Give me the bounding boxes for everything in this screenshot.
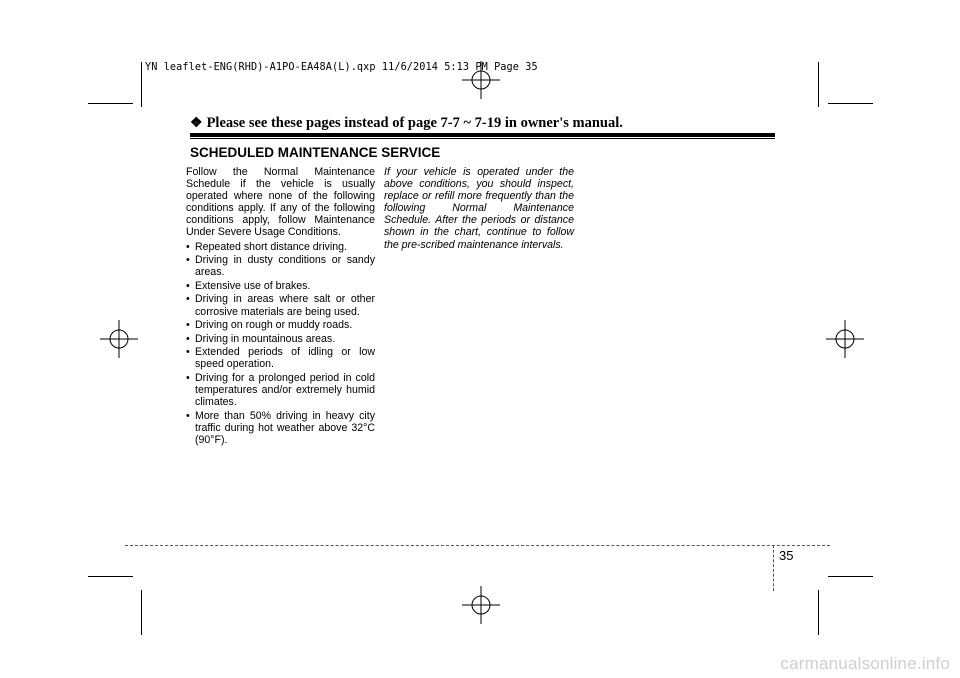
watermark: carmanualsonline.info [780, 654, 950, 673]
crop-mark [141, 62, 142, 107]
header-note-text: Please see these pages instead of page 7-7 ~ 7-19 in owner's manual. [206, 115, 623, 131]
registration-mark-icon [100, 320, 138, 358]
crop-mark [818, 62, 819, 107]
footer-divider [773, 545, 774, 591]
intro-paragraph: Follow the Normal Maintenance Schedule if the vehicle is usually operated where none of the following conditions apply. If any of the following conditions apply, follow Maintenance Under Severe Usage Conditions. [186, 166, 375, 239]
list-item: • Extended periods of idling or low speed operation. [186, 346, 375, 371]
list-item: • Driving in dusty conditions or sandy areas. [186, 254, 375, 279]
list-item: • Driving on rough or muddy roads. [186, 319, 353, 332]
crop-mark [88, 576, 133, 577]
left-column [186, 166, 375, 448]
header-rule [190, 138, 775, 139]
header-rule [190, 133, 775, 137]
registration-mark-icon [462, 586, 500, 624]
list-item: • Driving in areas where salt or other corrosive materials are being used. [186, 293, 375, 318]
print-slug: YN leaflet-ENG(RHD)-A1PO-EA48A(L).qxp 11/6/2014 5:13 PM Page 35 [145, 62, 538, 73]
bullet-icon: • [186, 332, 190, 345]
crop-mark [828, 576, 873, 577]
conditions-list [186, 241, 375, 447]
crop-mark [88, 103, 133, 104]
bullet-icon: • [186, 409, 190, 422]
list-item: • Driving in mountainous areas. [186, 332, 336, 345]
bullet-icon: • [186, 319, 190, 332]
bullet-icon: • [186, 293, 190, 306]
list-item: • Extensive use of brakes. [186, 279, 311, 292]
list-item: • More than 50% driving in heavy city traffic during hot weather above 32°C (90°F). [186, 409, 375, 446]
section-title: SCHEDULED MAINTENANCE SERVICE [190, 145, 441, 160]
crop-mark [828, 103, 873, 104]
diamond-icon: ❖ [190, 116, 203, 131]
bullet-icon: • [186, 279, 190, 292]
bullet-icon: • [186, 372, 190, 384]
note-paragraph: If your vehicle is operated under the above conditions, you should inspect, replace or refill more frequently than the following Normal Maintenance Schedule. After the periods or distance shown in the chart, continue to follow the pre-scribed maintenance intervals. [384, 166, 574, 251]
registration-mark-icon [826, 320, 864, 358]
list-item: • Driving for a prolonged period in cold temperatures and/or extremely humid climates. [186, 372, 375, 409]
bullet-icon: • [186, 346, 190, 359]
crop-mark [141, 590, 142, 635]
crop-mark [818, 590, 819, 635]
bullet-icon: • [186, 240, 190, 253]
page-header-note [190, 115, 623, 132]
bullet-icon: • [186, 254, 190, 267]
list-item: • Repeated short distance driving. [186, 240, 347, 253]
footer-rule [125, 545, 830, 546]
right-column [384, 166, 574, 251]
page-number: 35 [779, 548, 794, 563]
